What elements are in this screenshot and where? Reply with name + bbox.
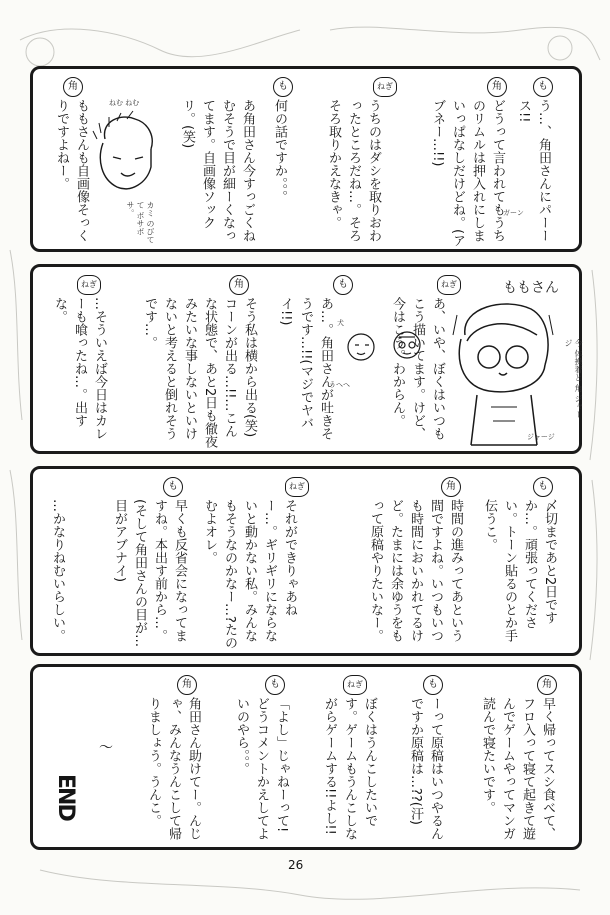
sleepy-note: ねむ ねむ	[109, 99, 140, 107]
sketch-caption: カミ のびてて ボサボサ。	[126, 201, 155, 244]
dialogue-line: それができりゃあねー…。ギリギリにならないと動かない私。みんなもそうなのかなー…?たのむよオレ。	[202, 499, 297, 649]
speaker-badge-kado: 角	[441, 477, 461, 497]
speaker-badge-kado: 角	[537, 675, 557, 695]
inu-note: 犬	[337, 319, 344, 327]
momo-label: ももさん	[503, 280, 559, 296]
dialogue-line: うちのはダシを取りおわったところだね…。そろそろ取りかえなきゃ。	[326, 99, 381, 242]
uhehe-note: うへへ	[329, 381, 350, 389]
momo-tag: ジャージ	[527, 433, 555, 441]
pass-aside: ガーン	[503, 209, 524, 217]
dialogue-line: 〆切まであと2日ですか…。頑張ってください。トーン貼るのとか手伝うこ。	[482, 499, 557, 642]
end-mark: END	[53, 774, 78, 820]
dialogue-line: 早くも反省会になってますね。本出す前から…。(そして角田さんの目が…目がアブナイ)	[112, 499, 187, 648]
dialogue-line: ーって原稿はいつやるんですか原稿は…??(汗)	[408, 697, 443, 840]
page-number: 26	[288, 858, 304, 872]
speaker-badge-kado: 角	[63, 77, 83, 97]
dialogue-line: どうって言われてもうちのリムルは押入れにしまいっぱなしだけどね。(アブネー…!!)	[430, 99, 505, 248]
dialogue-line: 「よし」じゃねーって!どうコメントかえしてよいのやら。。。	[234, 697, 289, 840]
self-portrait-sketch	[91, 109, 163, 209]
dialogue-line: そう私は横から出る(笑)コーンが出る…!!…こんな状態で、あと2日も徹夜みたいな事しないといけないと考えると倒れそうです…。	[142, 297, 257, 449]
dialogue-line: …そういえば今日はカレーも喰ったね…。出すな。	[52, 297, 107, 440]
speaker-badge-negi: ねぎ	[285, 477, 309, 497]
momo-side-note: 今 体操着と 角 ジャージ	[564, 339, 583, 419]
dialogue-line: 時間の進みってあという間ですよね。いつもいつも時間においかれてるけど。たまには余ゆうをもって原稿やりたいなー。	[368, 499, 463, 642]
speaker-badge-negi: ねぎ	[373, 77, 397, 97]
dialogue-line: ぼくはうんこしたいです。ゲームもうんこしながらゲームする!!よし!!	[322, 697, 377, 840]
dialogue-line: あ…。角田さんが吐きそうです…!!(マジでヤバイ!!)	[278, 297, 333, 440]
panel-3	[30, 466, 582, 656]
dialogue-line: あ角田さん今すっごくねむそうで目が細ーくなってます。自画像ソックリ。(笑)	[180, 99, 255, 242]
speaker-badge-kado: 角	[229, 275, 249, 295]
speaker-badge-negi: ねぎ	[343, 675, 367, 695]
dialogue-line: ももさんも自画像そっくりですよねー。	[54, 99, 89, 242]
speaker-badge-mo: も	[265, 675, 285, 695]
speaker-badge-mo: も	[533, 477, 553, 497]
swirl-mark: ～	[99, 740, 113, 756]
speaker-badge-kado: 角	[487, 77, 507, 97]
dialogue-line: あ、いや、ぼくはいつもこう描いてます。けど、今はこう。わからん。	[390, 297, 445, 440]
speaker-badge-mo: も	[533, 77, 553, 97]
speaker-badge-mo: も	[273, 77, 293, 97]
panel-4	[30, 664, 582, 850]
speaker-badge-negi: ねぎ	[437, 275, 461, 295]
speaker-badge-mo: も	[423, 675, 443, 695]
dialogue-line: 何の話ですか。。。	[272, 99, 287, 203]
dialogue-line: 早く帰ってスシ食べて、フロ入って寝て起きて遊んでゲームやってマンガ読んで寝たいです。	[480, 697, 555, 840]
small-face-sketches	[341, 323, 431, 373]
momo-figure-sketch	[445, 295, 565, 453]
panel-1	[30, 66, 582, 252]
speaker-badge-mo: も	[333, 275, 353, 295]
dialogue-line: …かなりねむいらしい。	[50, 499, 65, 642]
dialogue-line: う…、角田さんにパーース!!	[516, 99, 551, 242]
speaker-badge-kado: 角	[177, 675, 197, 695]
speaker-badge-negi: ねぎ	[77, 275, 101, 295]
panel-2	[30, 264, 582, 454]
speaker-badge-mo: も	[163, 477, 183, 497]
dialogue-line: 角田さん助けてー。んじゃ、みんなうんこして帰りましょう。うんこ。	[146, 697, 201, 840]
